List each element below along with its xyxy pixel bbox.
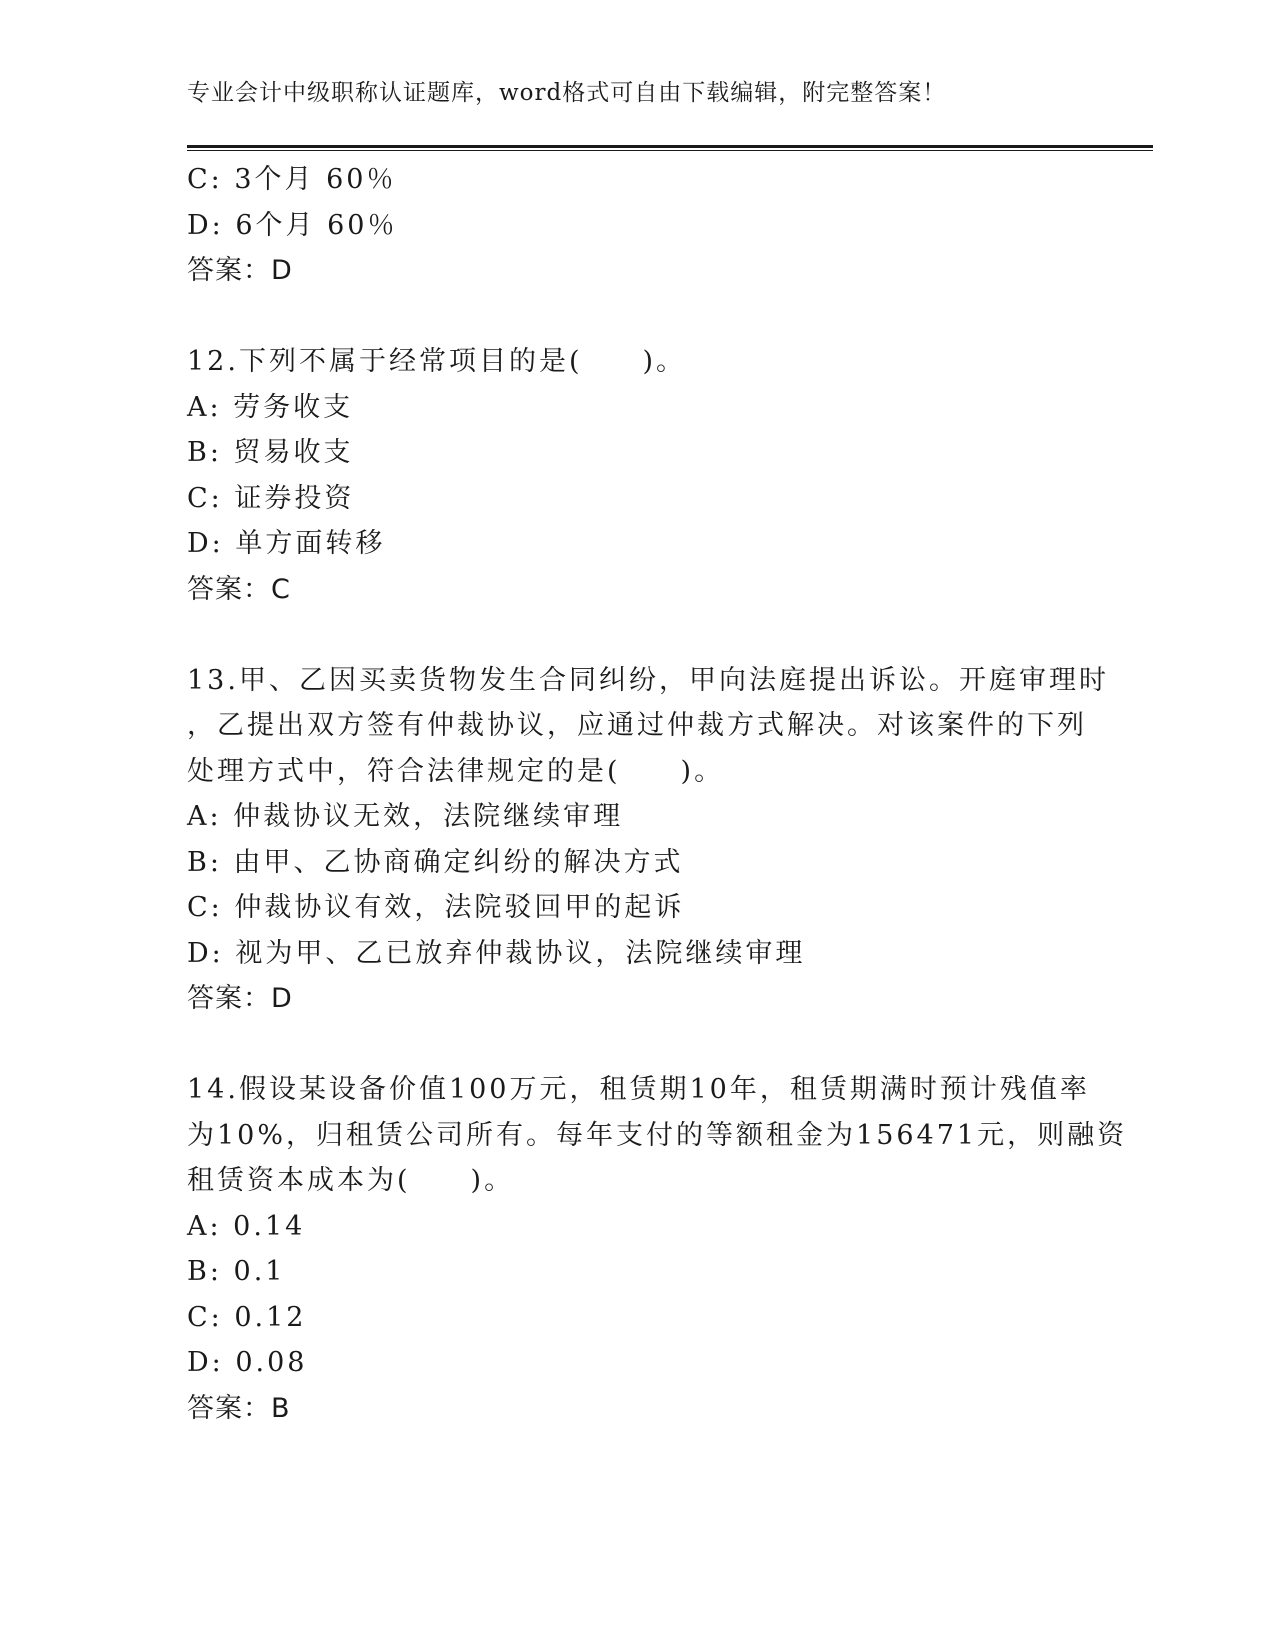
header-rule-thick	[187, 145, 1153, 148]
option-line: B: 0.1	[187, 1256, 286, 1287]
option-line: D: 0.08	[187, 1347, 308, 1378]
answer-line: 答案：D	[187, 255, 293, 286]
question-stem: 13.甲、乙因买卖货物发生合同纠纷，甲向法庭提出诉讼。开庭审理时	[187, 664, 1109, 696]
question-13	[187, 658, 1109, 1022]
option-line: A: 0.14	[187, 1210, 306, 1242]
answer-line: 答案：D	[187, 983, 293, 1014]
question-stem: 14.假设某设备价值100万元，租赁期10年，租赁期满时预计残值率	[187, 1074, 1090, 1105]
question-stem: 租赁资本成本为( )。	[187, 1165, 515, 1196]
option-line: A: 劳务收支	[187, 391, 354, 423]
option-line: D: 单方面转移	[187, 528, 386, 559]
option-line: C: 3个月 60％	[187, 164, 397, 195]
option-line: B: 由甲、乙协商确定纠纷的解决方式	[187, 846, 684, 878]
question-stem: 12.下列不属于经常项目的是( )。	[187, 346, 687, 377]
question-14	[187, 1067, 1128, 1431]
option-line: C: 证券投资	[187, 482, 355, 514]
option-line: C: 仲裁协议有效，法院驳回甲的起诉	[187, 892, 685, 923]
option-line: D: 视为甲、乙已放弃仲裁协议，法院继续审理	[187, 937, 806, 969]
option-line: B: 贸易收支	[187, 437, 354, 468]
answer-line: 答案：B	[187, 1392, 291, 1424]
prev-question-tail	[187, 157, 1087, 294]
option-line: C: 0.12	[187, 1301, 307, 1333]
question-stem: ，乙提出双方签有仲裁协议，应通过仲裁方式解决。对该案件的下列	[187, 710, 1087, 741]
header-rule-thin	[187, 150, 1153, 151]
document-header: 专业会计中级职称认证题库，word格式可自由下载编辑，附完整答案！	[187, 80, 947, 106]
document-body	[187, 157, 1128, 1477]
question-stem: 处理方式中，符合法律规定的是( )。	[187, 755, 725, 787]
question-12	[187, 339, 1087, 612]
answer-line: 答案：C	[187, 573, 291, 605]
option-line: A: 仲裁协议无效，法院继续审理	[187, 801, 624, 832]
question-stem: 为10%，归租赁公司所有。每年支付的等额租金为156471元，则融资	[187, 1119, 1128, 1151]
option-line: D: 6个月 60％	[187, 209, 398, 241]
